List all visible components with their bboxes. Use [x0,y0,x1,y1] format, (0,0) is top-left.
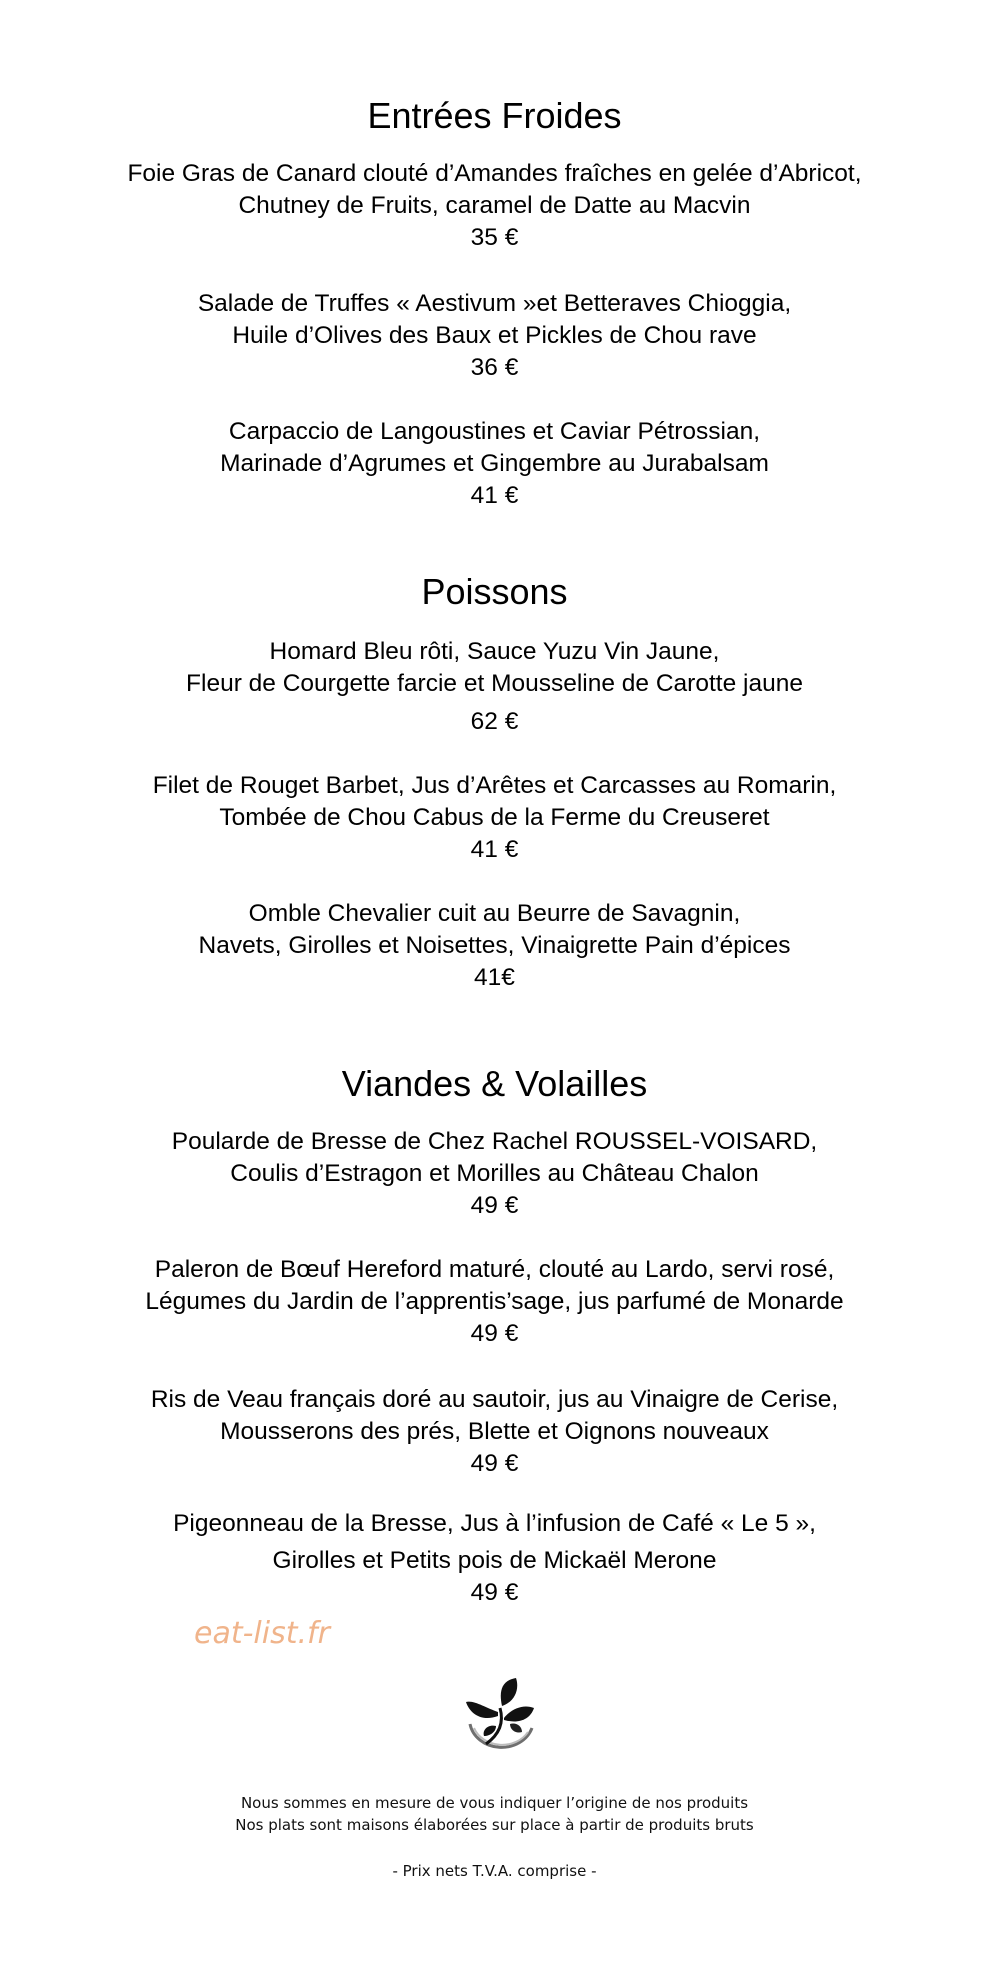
dish-description-line: Navets, Girolles et Noisettes, Vinaigrette Pain d’épices [198,932,791,959]
dish-price: 49 € [470,1579,519,1606]
dish-description-line: Chutney de Fruits, caramel de Datte au Macvin [238,192,751,219]
dish-description-line: Filet de Rouget Barbet, Jus d’Arêtes et Carcasses au Romarin, [152,772,837,799]
footer-prices-note: - Prix nets T.V.A. comprise - [392,1862,597,1880]
dish-item [0,158,989,254]
dish-description-line: Tombée de Chou Cabus de la Ferme du Creuseret [219,804,770,831]
dish-description-line: Marinade d’Agrumes et Gingembre au Jurabalsam [220,450,769,477]
dish-item [0,770,989,866]
watermark-text: eat-list.fr [194,1616,330,1651]
dish-item [0,636,989,738]
dish-description-line: Homard Bleu rôti, Sauce Yuzu Vin Jaune, [269,638,720,665]
dish-description-line: Pigeonneau de la Bresse, Jus à l’infusion de Café « Le 5 », [173,1510,816,1537]
dish-price: 35 € [470,224,519,251]
dish-description-line: Paleron de Bœuf Hereford maturé, clouté au Lardo, servi rosé, [154,1256,835,1283]
dish-description-line: Mousserons des prés, Blette et Oignons nouveaux [220,1418,769,1445]
section-title-entrees-froides: Entrées Froides [367,95,622,136]
dish-description-line: Foie Gras de Canard clouté d’Amandes fraîches en gelée d’Abricot, [127,160,862,187]
footer-notes [0,1792,989,1836]
dish-price: 49 € [470,1450,519,1477]
dish-description-line: Salade de Truffes « Aestivum »et Betteraves Chioggia, [197,290,792,317]
dish-price: 41 € [470,482,519,509]
footer-origin-note: Nous sommes en mesure de vous indiquer l’origine de nos produits [240,1794,749,1812]
dish-item [0,1126,989,1222]
dish-description-line: Carpaccio de Langoustines et Caviar Pétrossian, [228,418,761,445]
dish-price: 41€ [474,964,515,991]
dish-price: 49 € [470,1192,519,1219]
footer-homemade-note: Nos plats sont maisons élaborées sur place à partir de produits bruts [235,1816,754,1834]
dish-description-line: Légumes du Jardin de l’apprentis’sage, jus parfumé de Monarde [145,1288,844,1315]
dish-price: 49 € [470,1320,519,1347]
section-title-viandes-volailles: Viandes & Volailles [341,1063,648,1104]
dish-price: 62 € [470,708,519,735]
leaf-sprig-circle-icon [460,1678,542,1754]
dish-item [0,1384,989,1480]
dish-description-line: Coulis d’Estragon et Morilles au Château Chalon [230,1160,759,1187]
dish-item [0,898,989,994]
dish-description-line: Girolles et Petits pois de Mickaël Merone [272,1547,717,1574]
dish-description-line: Huile d’Olives des Baux et Pickles de Chou rave [232,322,757,349]
dish-item [0,288,989,384]
section-title-poissons: Poissons [421,571,568,612]
dish-description-line: Poularde de Bresse de Chez Rachel ROUSSEL-VOISARD, [171,1128,818,1155]
dish-price: 36 € [470,354,519,381]
dish-price: 41 € [470,836,519,863]
dish-item [0,1254,989,1350]
dish-item [0,416,989,512]
dish-description-line: Omble Chevalier cuit au Beurre de Savagnin, [248,900,741,927]
dish-description-line: Fleur de Courgette farcie et Mousseline de Carotte jaune [186,670,803,697]
dish-description-line: Ris de Veau français doré au sautoir, jus au Vinaigre de Cerise, [150,1386,839,1413]
dish-item [0,1508,989,1609]
